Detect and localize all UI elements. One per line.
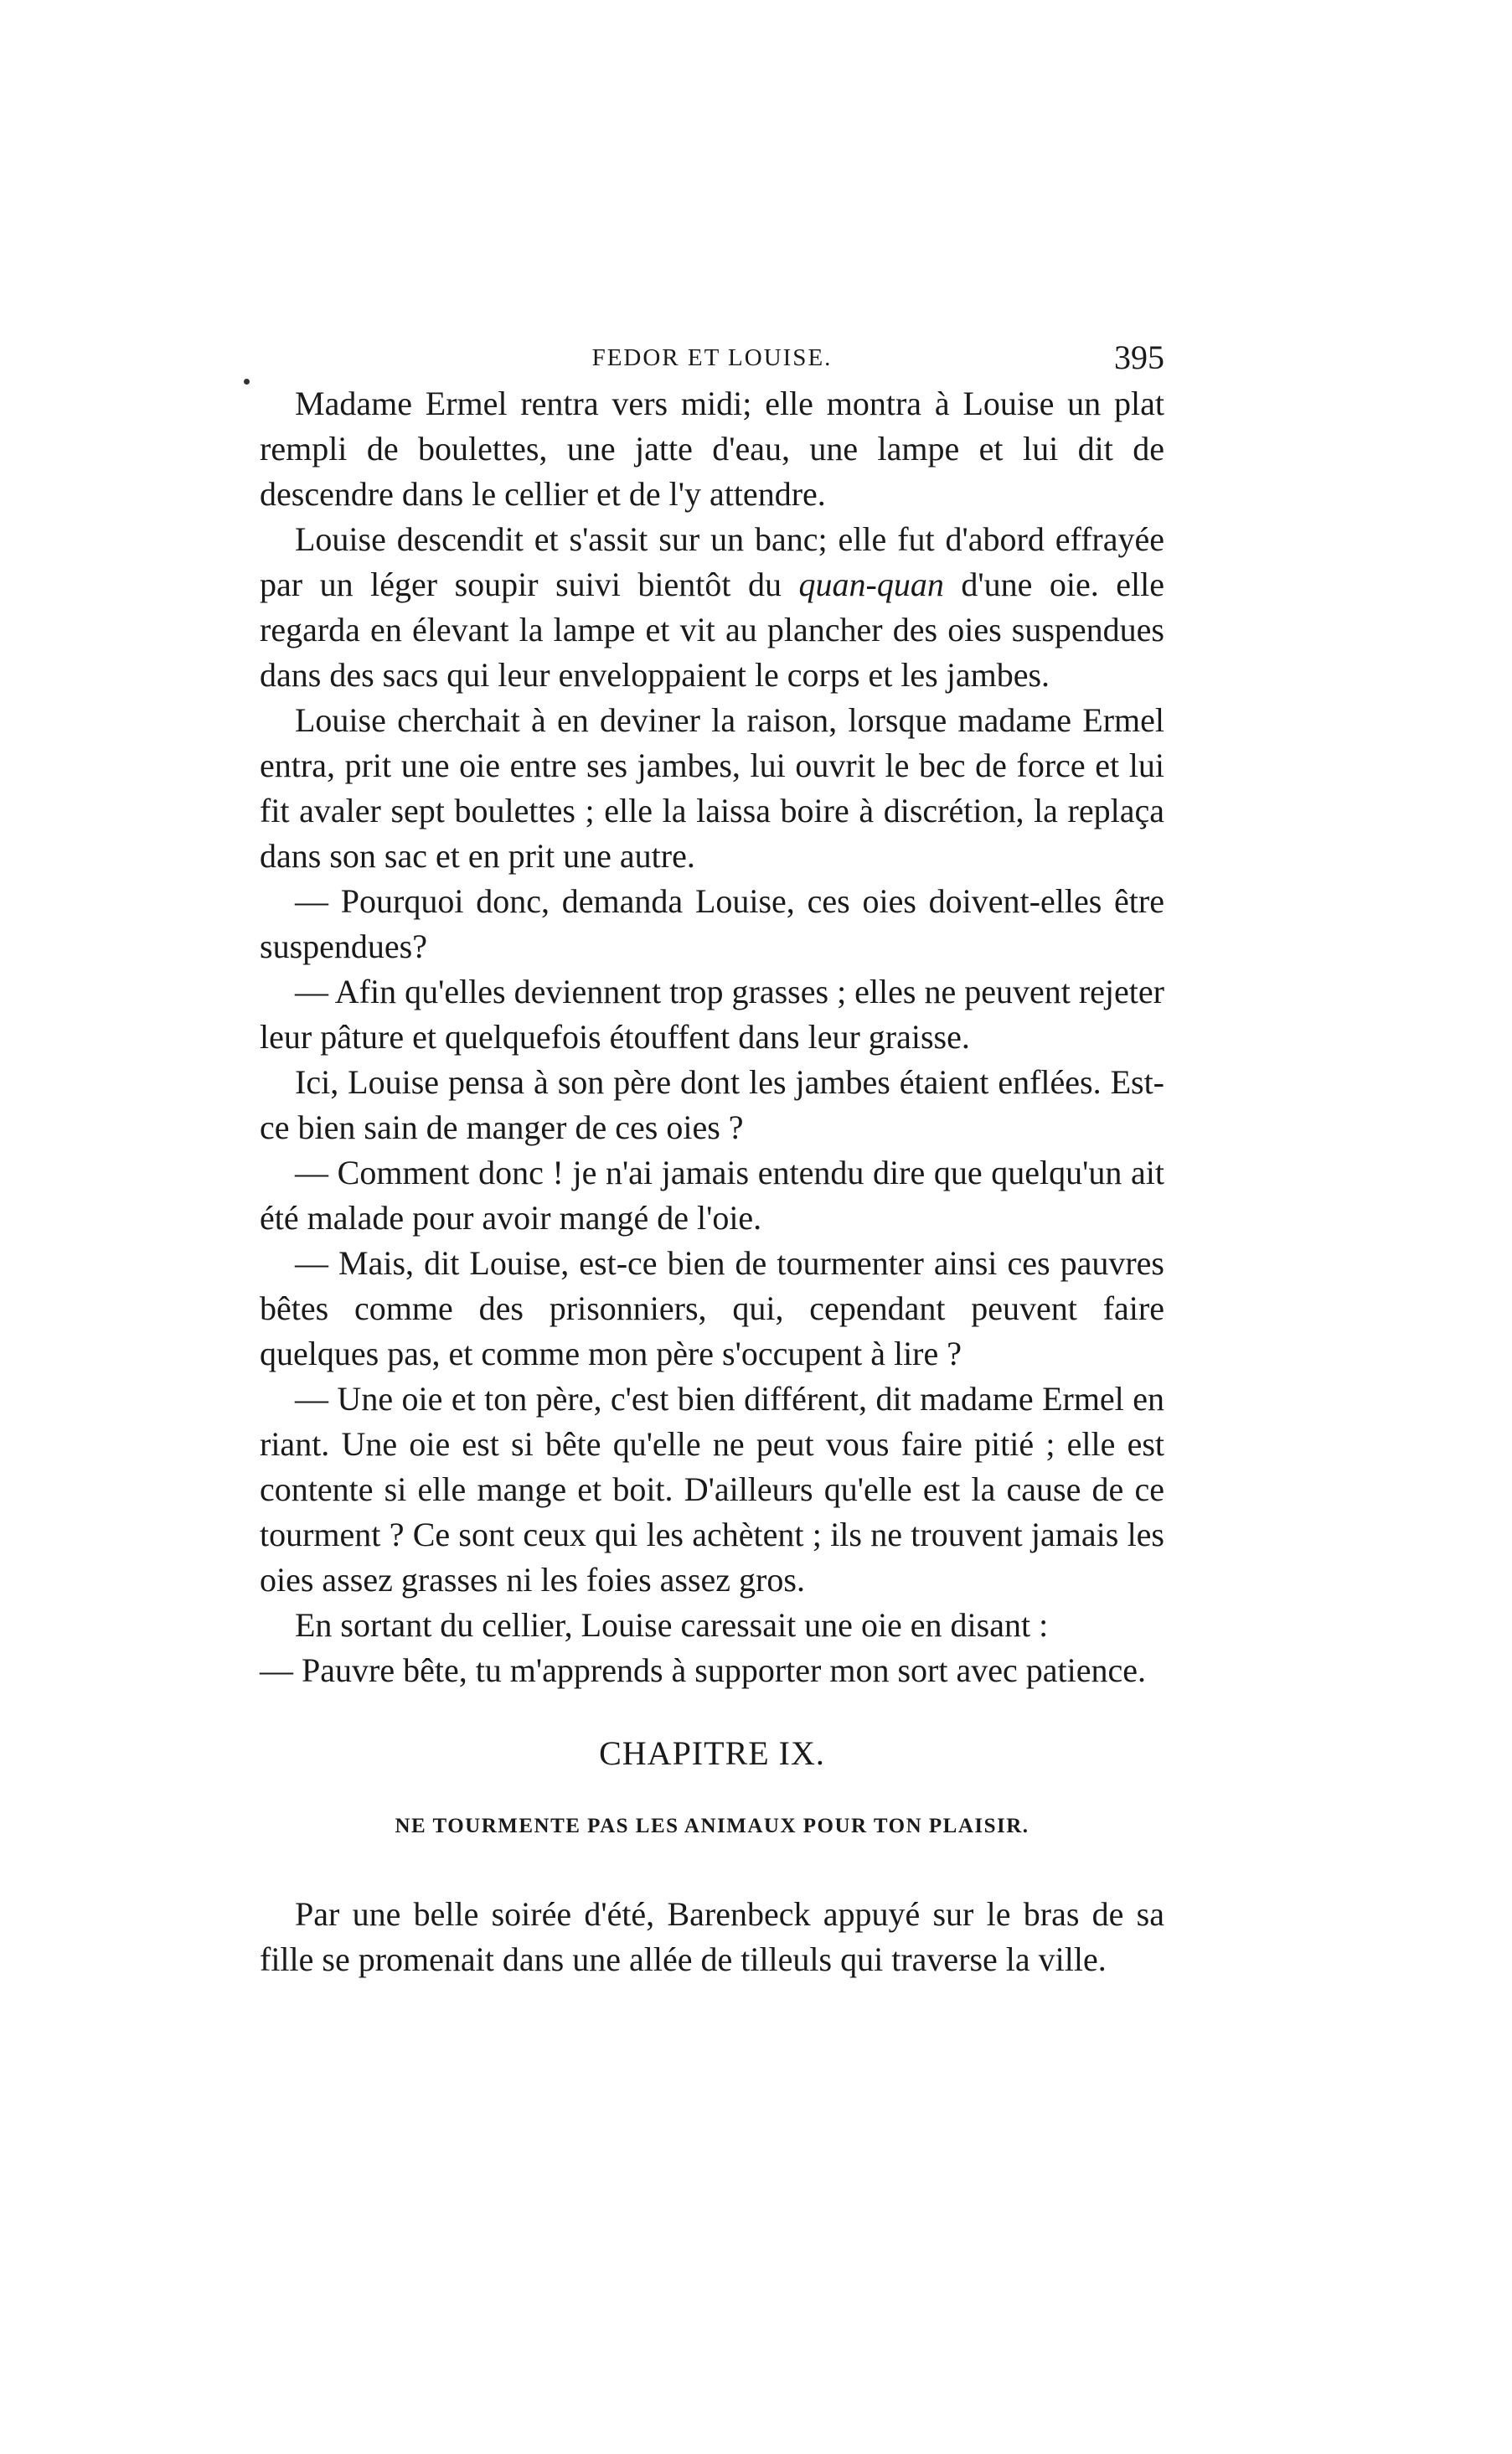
paragraph-text: Louise descendit et s'assit sur un banc; elle fut d'abord effrayée par un léger soupir suivi bientôt du <box>260 520 1164 603</box>
running-head <box>260 331 1164 381</box>
paragraph: Par une belle soirée d'été, Barenbeck appuyé sur le bras de sa fille se promenait dans une allée de tilleuls qui traverse la ville. <box>260 1895 1164 1978</box>
dialogue-line: — Afin qu'elles deviennent trop grasses ; elles ne peuvent rejeter leur pâture et quelquefois étouffent dans leur graisse. <box>260 973 1164 1056</box>
paragraph: Madame Ermel rentra vers midi; elle montra à Louise un plat rempli de boulettes, une jatte d'eau, une lampe et lui dit de descendre dans le cellier et de l'y attendre. <box>260 385 1164 513</box>
paragraph: Ici, Louise pensa à son père dont les jambes étaient enflées. Est-ce bien sain de manger de ces oies ? <box>260 1063 1164 1146</box>
dialogue-line: — Mais, dit Louise, est-ce bien de tourmenter ainsi ces pauvres bêtes comme des prisonniers, qui, cependant peuvent faire quelques pas, et comme mon père s'occupent à lire ? <box>260 1244 1164 1372</box>
dialogue-line: — Comment donc ! je n'ai jamais entendu dire que quelqu'un ait été malade pour avoir mangé de l'oie. <box>260 1154 1164 1237</box>
chapter-subtitle: NE TOURMENTE PAS LES ANIMAUX POUR TON PLAISIR. <box>395 1815 1030 1837</box>
dialogue-line: — Une oie et ton père, c'est bien différent, dit madame Ermel en riant. Une oie est si bête qu'elle ne peut vous faire pitié ; elle est contente si elle mange et boit. D'ailleurs qu'elle est la cause de ce tourment ? Ce sont ceux qui les achètent ; ils ne trouvent jamais les oies assez grasses ni les foies assez gros. <box>260 1380 1164 1599</box>
running-title: FEDOR ET LOUISE. <box>591 344 833 371</box>
chapter-body <box>260 1892 1164 1982</box>
page-number: 395 <box>1114 338 1164 376</box>
dialogue-line: — Pourquoi donc, demanda Louise, ces oies doivent-elles être suspendues? <box>260 882 1164 965</box>
paragraph: En sortant du cellier, Louise caressait une oie en disant : <box>295 1606 1049 1644</box>
paragraph: Louise cherchait à en deviner la raison, lorsque madame Ermel entra, prit une oie entre ses jambes, lui ouvrit le bec de force et lui fit avaler sept boulettes ; elle la laissa boire à discrétion, la replaça dans son sac et en prit une autre. <box>260 701 1164 875</box>
onomatopoeia: quan-quan <box>798 566 944 603</box>
ink-speck <box>244 379 250 385</box>
paragraph <box>260 517 1164 698</box>
dialogue-line: — Pauvre bête, tu m'apprends à supporter mon sort avec patience. <box>260 1651 1146 1689</box>
book-page <box>260 331 1164 1982</box>
body-text <box>260 381 1164 1693</box>
chapter-title: CHAPITRE IX. <box>599 1734 825 1772</box>
paragraph-text: d'une oie. elle regarda en élevant la lampe et vit au plancher des oies suspendues dans des sacs qui leur enveloppaient le corps et les jambes. <box>260 566 1164 694</box>
